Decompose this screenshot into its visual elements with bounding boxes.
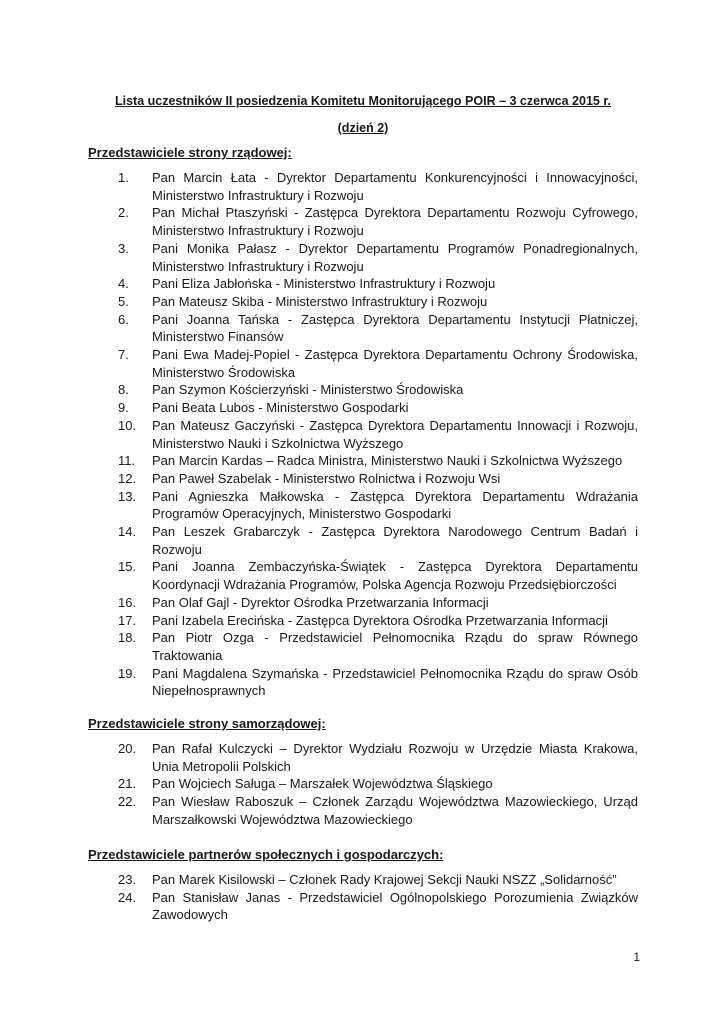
list-item-number: 20. [118, 741, 137, 756]
list-item-number: 7. [118, 347, 129, 363]
list-item-text: Pani Izabela Erecińska - Zastępca Dyrektora Ośrodka Przetwarzania Informacji [152, 612, 608, 628]
list-item-number: 6. [118, 311, 129, 327]
section-heading-social-partners: Przedstawiciele partnerów społecznych i gospodarczych: [88, 847, 444, 862]
list-item-text: Pan Rafał Kulczycki – Dyrektor Wydziału Rozwoju w Urzędzie Miasta Krakowa, Unia Metropolii Polskich [152, 741, 638, 774]
list-item [88, 889, 638, 924]
list-item-number: 19. [118, 665, 137, 681]
list-item [88, 417, 638, 452]
list-item [88, 523, 638, 558]
list-item-text: Pani Magdalena Szymańska - Przedstawiciel Pełnomocnika Rządu do spraw Osób Niepełnosprawnych [152, 665, 638, 699]
list-item-number: 3. [118, 240, 129, 256]
list-item-number: 8. [118, 382, 129, 398]
list-item-number: 14. [118, 524, 137, 540]
list-item-text: Pan Wiesław Raboszuk – Członek Zarządu Województwa Mazowieckiego, Urząd Marszałkowski Województwa Mazowieckiego [152, 794, 638, 827]
list-item-number: 21. [118, 776, 137, 792]
page-number: 1 [633, 950, 640, 964]
list-item-text: Pan Leszek Grabarczyk - Zastępca Dyrektora Narodowego Centrum Badań i Rozwoju [152, 524, 638, 557]
list-item-text: Pani Eliza Jabłońska - Ministerstwo Infrastruktury i Rozwoju [152, 276, 496, 292]
list-item-text: Pani Ewa Madej-Popiel - Zastępca Dyrektora Departamentu Ochrony Środowiska, Ministerstwo Środowiska [152, 347, 638, 380]
list-item-number: 2. [118, 205, 129, 221]
list-item [88, 275, 638, 293]
list-item-text: Pan Marek Kisilowski – Członek Rady Krajowej Sekcji Nauki NSZZ „Solidarność” [152, 872, 617, 887]
list-item-number: 9. [118, 400, 129, 416]
list-item [88, 558, 638, 593]
section-heading-government: Przedstawiciele strony rządowej: [88, 145, 292, 160]
list-item-text: Pani Agnieszka Małkowska - Zastępca Dyrektora Departamentu Wdrażania Programów Operacyjnych, Ministerstwo Gospodarki [152, 488, 638, 522]
list-item-text: Pan Marcin Łata - Dyrektor Departamentu Konkurencyjności i Innowacyjności, Ministerstwo Infrastruktury i Rozwoju [152, 170, 638, 203]
list-item [88, 665, 638, 700]
list-item-text: Pani Beata Lubos - Ministerstwo Gospodarki [152, 400, 409, 416]
list-item-text: Pani Monika Pałasz - Dyrektor Departamentu Programów Ponadregionalnych, Ministerstwo Infrastruktury i Rozwoju [152, 240, 638, 274]
list-item-number: 12. [118, 470, 137, 486]
section-heading-local-government: Przedstawiciele strony samorządowej: [88, 716, 326, 731]
list-item [88, 470, 638, 488]
list-item-number: 11. [118, 453, 136, 469]
list-item-number: 18. [118, 630, 137, 646]
list-item [88, 293, 638, 311]
list-item [88, 594, 638, 612]
list-item-text: Pan Marcin Kardas – Radca Ministra, Ministerstwo Nauki i Szkolnictwa Wyższego [152, 453, 623, 469]
list-item-number: 4. [118, 276, 129, 292]
list-item-text: Pan Olaf Gajl - Dyrektor Ośrodka Przetwarzania Informacji [152, 594, 489, 610]
list-item-text: Pan Stanisław Janas - Przedstawiciel Ogólnopolskiego Porozumienia Związków Zawodowych [152, 889, 638, 923]
list-item [88, 169, 638, 204]
list-item [88, 240, 638, 275]
list-item-number: 16. [118, 594, 137, 610]
list-item-number: 10. [118, 417, 137, 433]
list-item-number: 1. [118, 170, 129, 185]
list-item [88, 381, 638, 399]
document-title: Lista uczestników II posiedzenia Komitetu Monitorującego POIR – 3 czerwca 2015 r. [115, 94, 611, 108]
list-item [88, 452, 638, 470]
list-item [88, 311, 638, 346]
list-item [88, 629, 638, 664]
list-item [88, 740, 638, 775]
list-item [88, 399, 638, 417]
list-item-text: Pan Mateusz Skiba - Ministerstwo Infrastruktury i Rozwoju [152, 293, 488, 309]
list-item-number: 23. [118, 872, 137, 887]
participant-list-government [88, 169, 638, 700]
participant-list-local-government [88, 740, 638, 829]
list-item-text: Pani Joanna Zembaczyńska-Świątek - Zastępca Dyrektora Departamentu Koordynacji Wdrażania Programów, Polska Agencja Rozwoju Przedsiębiorczości [152, 559, 638, 593]
list-item-number: 24. [118, 889, 137, 905]
list-item [88, 346, 638, 381]
list-item [88, 871, 638, 889]
list-item-text: Pan Michał Ptaszyński - Zastępca Dyrektora Departamentu Rozwoju Cyfrowego, Ministerstwo Infrastruktury i Rozwoju [152, 205, 638, 239]
list-item-text: Pan Paweł Szabelak - Ministerstwo Rolnictwa i Rozwoju Wsi [152, 470, 501, 486]
list-item [88, 612, 638, 630]
list-item [88, 204, 638, 239]
list-item-text: Pan Wojciech Saługa – Marszałek Województwa Śląskiego [152, 776, 493, 792]
list-item-text: Pani Joanna Tańska - Zastępca Dyrektora Departamentu Instytucji Płatniczej, Ministerstwo Finansów [152, 311, 638, 345]
list-item-number: 13. [118, 488, 137, 504]
list-item-number: 5. [118, 293, 129, 309]
list-item-number: 17. [118, 612, 137, 628]
list-item-text: Pan Szymon Kościerzyński - Ministerstwo Środowiska [152, 382, 464, 398]
participant-list-social-partners [88, 871, 638, 924]
list-item-number: 15. [118, 559, 137, 575]
list-item [88, 793, 638, 828]
list-item-number: 22. [118, 794, 137, 810]
list-item-text: Pan Piotr Ozga - Przedstawiciel Pełnomocnika Rządu do spraw Równego Traktowania [152, 630, 638, 663]
list-item [88, 775, 638, 793]
document-subtitle: (dzień 2) [337, 121, 389, 135]
list-item-text: Pan Mateusz Gaczyński - Zastępca Dyrektora Departamentu Innowacji i Rozwoju, Ministerstwo Nauki i Szkolnictwa Wyższego [152, 417, 638, 451]
list-item [88, 488, 638, 523]
